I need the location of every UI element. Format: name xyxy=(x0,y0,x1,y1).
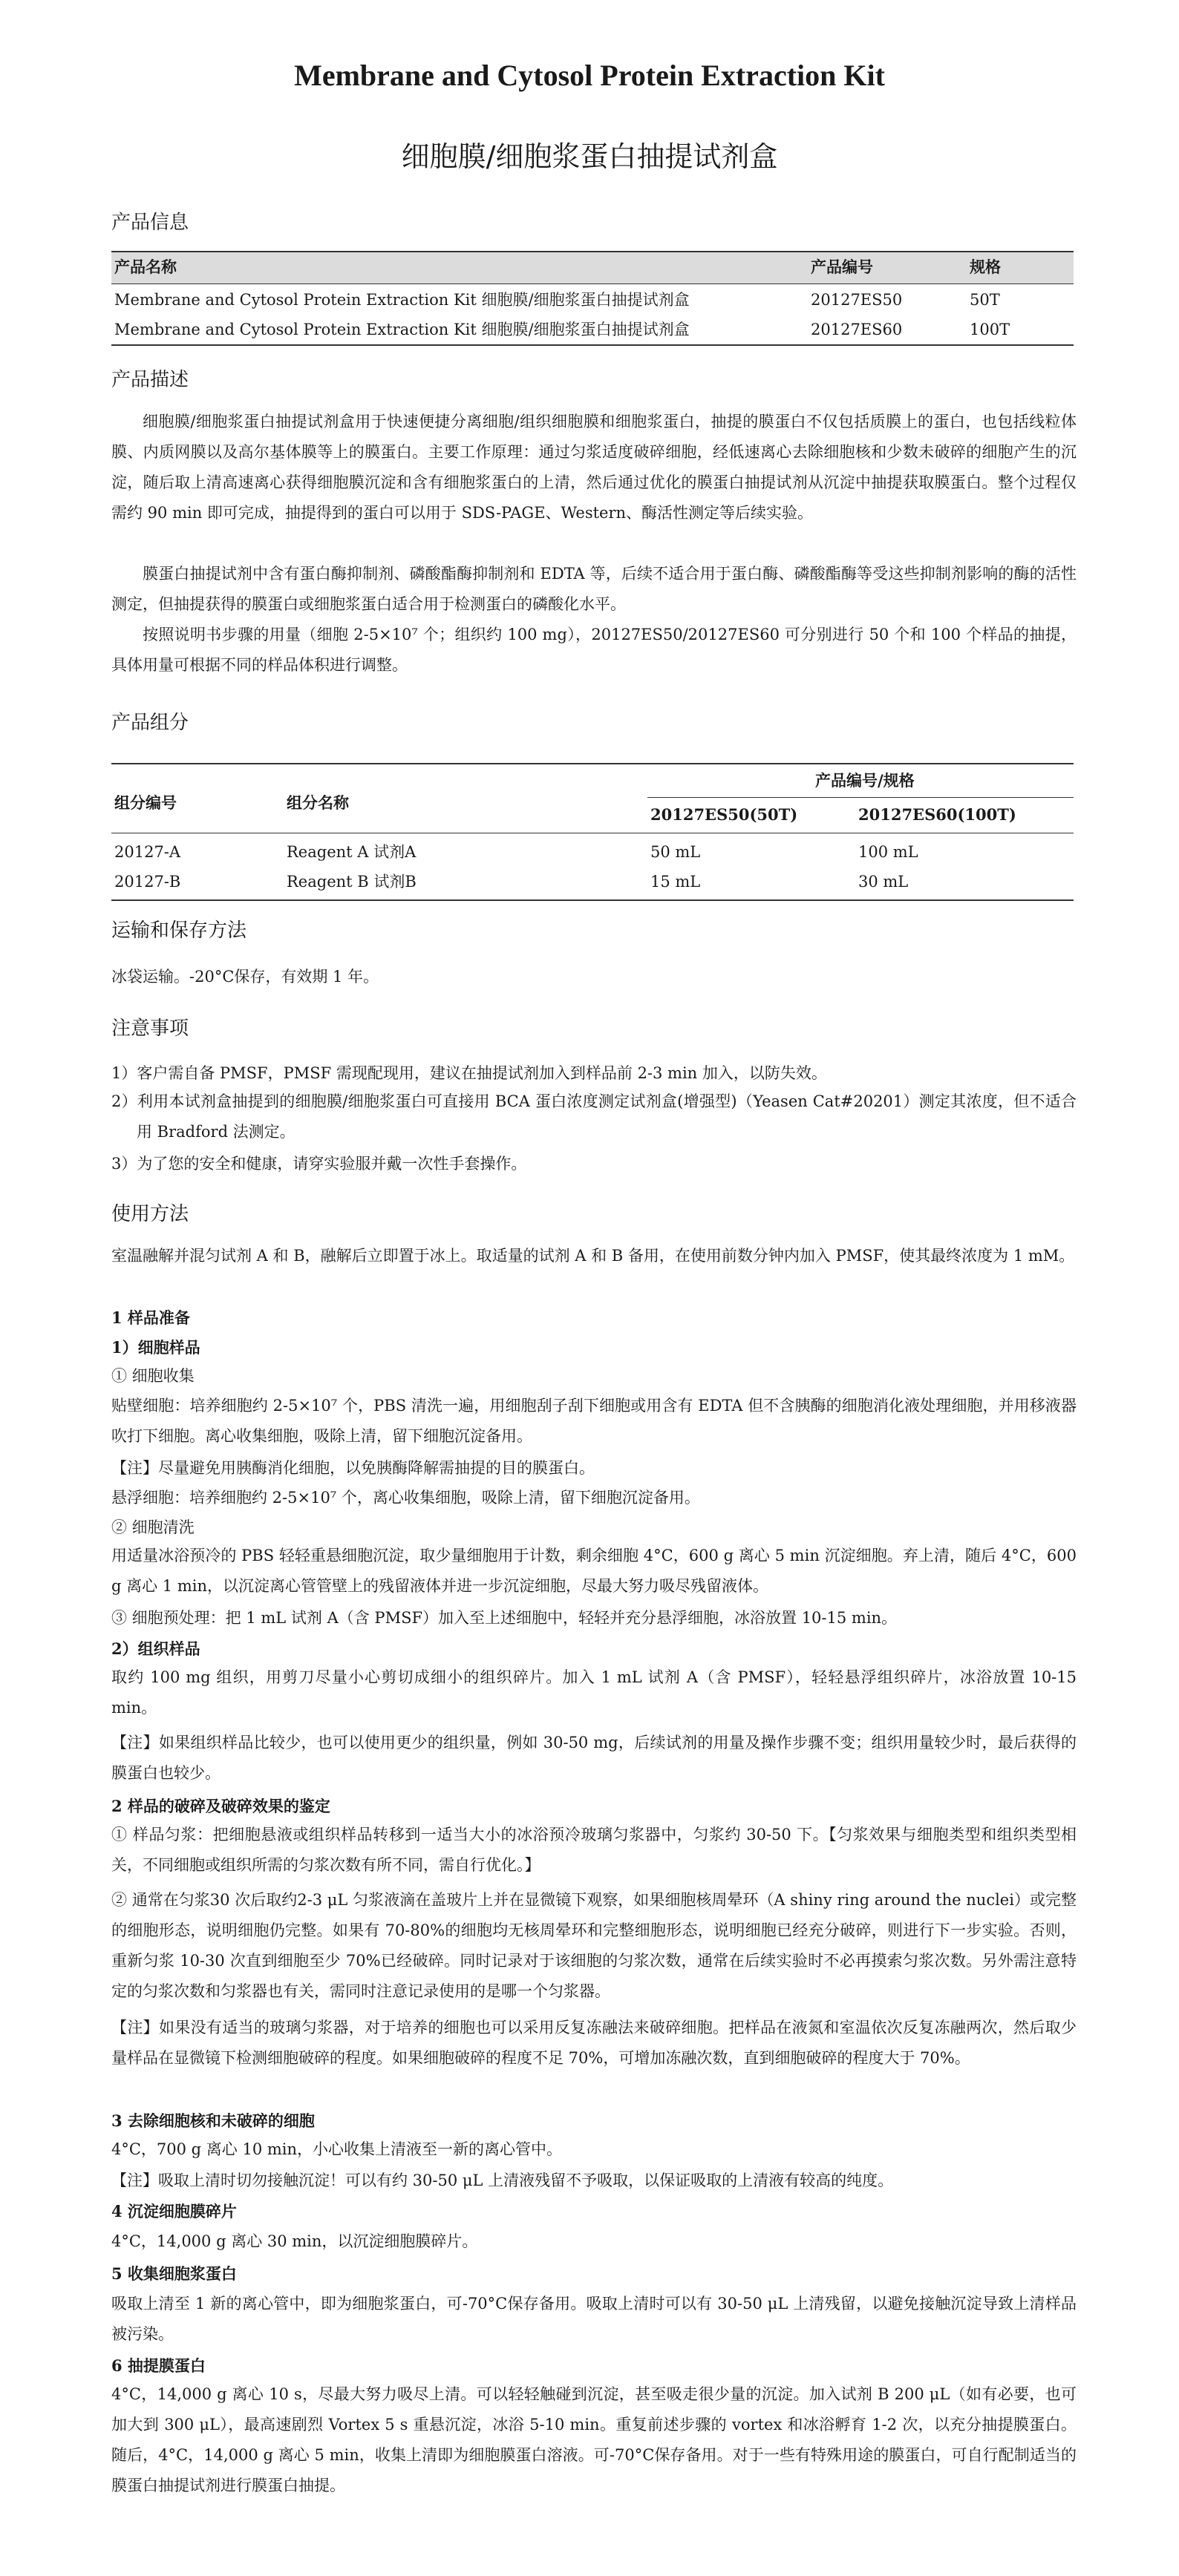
col-component-name: 组分名称 xyxy=(287,793,349,812)
description-heading: 产品描述 xyxy=(111,369,189,391)
suspension-cells-text: 悬浮细胞：培养细胞约 2-5×10⁷ 个，离心收集细胞，吸除上清，留下细胞沉淀备用。 xyxy=(111,1489,700,1507)
step-1-2-title: 2）组织样品 xyxy=(111,1639,200,1658)
table-row-1-name: Membrane and Cytosol Protein Extraction Kit 细胞膜/细胞浆蛋白抽提试剂盒 xyxy=(114,291,690,309)
note-freeze-thaw: 【注】如果没有适当的玻璃匀浆器，对于培养的细胞也可以采用反复冻融法来破碎细胞。把样品在液氮和室温依次反复冻融两次，然后取少量样品在显微镜下检测细胞破碎的程度。如果细胞破碎的程度不足 70%，可增加冻融次数，直到细胞破碎的程度大于 70%。 xyxy=(111,2019,1077,2067)
note-tissue: 【注】如果组织样品比较少，也可以使用更少的组织量，例如 30-50 mg，后续试剂的用量及操作步骤不变；组织用量较少时，最后获得的膜蛋白也较少。 xyxy=(111,1734,1077,1782)
cell-pretreat-text: ③ 细胞预处理：把 1 mL 试剂 A（含 PMSF）加入至上述细胞中，轻轻并充分悬浮细胞，冰浴放置 10-15 min。 xyxy=(111,1609,898,1627)
step-4-text: 4°C，14,000 g 离心 30 min，以沉淀细胞膜碎片。 xyxy=(111,2232,478,2250)
components-heading: 产品组分 xyxy=(111,712,189,734)
storage-text: 冰袋运输。-20°C保存，有效期 1 年。 xyxy=(111,968,379,986)
col-es60: 20127ES60(100T) xyxy=(858,805,1016,824)
note-item-3: 3）为了您的安全和健康，请穿实验服并戴一次性手套操作。 xyxy=(111,1155,527,1173)
col-component-code: 组分编号 xyxy=(114,793,177,812)
title-english: Membrane and Cytosol Protein Extraction Kit xyxy=(294,59,885,92)
homogenize-text-2: ② 通常在匀浆30 次后取约2-3 μL 匀浆液滴在盖玻片上并在显微镜下观察，如果细胞核周晕环（A shiny ring around the nuclei）或完整的细胞形态，说明细胞仍完整。如果有 70-80%的细胞均无核周晕环和完整细胞形态，说明细胞已经充分破碎，则进行下一步实验。否则，重新匀浆 10-30 次直到细胞至少 70%已经破碎。同时记录对于该细胞的匀浆次数，通常在后续实验时不必再摸索匀浆次数。另外需注意特定的匀浆次数和匀浆器也有关，需同时注意记录使用的是哪一个匀浆器。 xyxy=(111,1891,1077,2000)
table-row-1-code: 20127ES50 xyxy=(811,291,903,309)
table-row-a-es60: 100 mL xyxy=(858,843,918,861)
table-row-b-name: Reagent B 试剂B xyxy=(287,873,417,891)
description-paragraph-3: 按照说明书步骤的用量（细胞 2-5×10⁷ 个；组织约 100 mg），20127ES50/20127ES60 可分别进行 50 个和 100 个样品的抽提，具体用量可根据不同的样品体积进行调整。 xyxy=(111,626,1077,674)
note-trypsin: 【注】尽量避免用胰酶消化细胞，以免胰酶降解需抽提的目的膜蛋白。 xyxy=(111,1459,595,1477)
step-5-title: 5 收集细胞浆蛋白 xyxy=(111,2264,237,2283)
note-supernatant: 【注】吸取上清时切勿接触沉淀！可以有约 30-50 μL 上清液残留不予吸取，以保证吸取的上清液有较高的纯度。 xyxy=(111,2172,894,2189)
tissue-text: 取约 100 mg 组织，用剪刀尽量小心剪切成细小的组织碎片。加入 1 mL 试剂 A（含 PMSF），轻轻悬浮组织碎片，冰浴放置 10-15 min。 xyxy=(111,1668,1077,1717)
step-6-text: 4°C，14,000 g 离心 10 s，尽最大努力吸尽上清。可以轻轻触碰到沉淀，甚至吸走很少量的沉淀。加入试剂 B 200 μL（如有必要，也可加大到 300 μL），最高速剧烈 Vortex 5 s 重悬沉淀，冰浴 5-10 min。重复前述步骤的 vortex 和冰浴孵育 1-2 次，以充分抽提膜蛋白。随后，4°C，14,000 g 离心 5 min，收集上清即为细胞膜蛋白溶液。可-70°C保存备用。对于一些有特殊用途的膜蛋白，可自行配制适当的膜蛋白抽提试剂进行膜蛋白抽提。 xyxy=(111,2385,1077,2494)
adherent-cells-text: 贴壁细胞：培养细胞约 2-5×10⁷ 个，PBS 清洗一遍，用细胞刮子刮下细胞或用含有 EDTA 但不含胰酶的细胞消化液处理细胞，并用移液器吹打下细胞。离心收集细胞，吸除上清，留下细胞沉淀备用。 xyxy=(111,1397,1077,1445)
note-item-1: 1）客户需自备 PMSF，PMSF 需现配现用，建议在抽提试剂加入到样品前 2-3 min 加入，以防失效。 xyxy=(111,1064,827,1082)
homogenize-text-1: ① 样品匀浆：把细胞悬液或组织样品转移到一适当大小的冰浴预冷玻璃匀浆器中，匀浆约 30-50 下。【匀浆效果与细胞类型和组织类型相关，不同细胞或组织所需的匀浆次数有所不同，需自行优化。】 xyxy=(111,1826,1077,1874)
product-info-heading: 产品信息 xyxy=(111,212,189,234)
col-spec: 规格 xyxy=(970,258,1001,276)
description-paragraph-1: 细胞膜/细胞浆蛋白抽提试剂盒用于快速便捷分离细胞/组织细胞膜和细胞浆蛋白，抽提的膜蛋白不仅包括质膜上的蛋白，也包括线粒体膜、内质网膜以及高尔基体膜等上的膜蛋白。主要工作原理：通过匀浆适度破碎细胞，经低速离心去除细胞核和少数未破碎的细胞产生的沉淀，随后取上清高速离心获得细胞膜沉淀和含有细胞浆蛋白的上清，然后通过优化的膜蛋白抽提试剂从沉淀中抽提获取膜蛋白。整个过程仅需约 90 min 即可完成，抽提得到的蛋白可以用于 SDS-PAGE、Western、酶活性测定等后续实验。 xyxy=(111,413,1077,522)
table-row-1-spec: 50T xyxy=(970,291,1000,309)
notes-heading: 注意事项 xyxy=(111,1017,189,1040)
step-1-1b-title: ② 细胞清洗 xyxy=(111,1518,195,1536)
table-row-b-es50: 15 mL xyxy=(650,873,701,891)
col-product-name: 产品名称 xyxy=(114,258,177,276)
table-row-a-es50: 50 mL xyxy=(650,843,701,861)
table-row-b-code: 20127-B xyxy=(114,873,181,891)
table-row-2-name: Membrane and Cytosol Protein Extraction Kit 细胞膜/细胞浆蛋白抽提试剂盒 xyxy=(114,321,690,338)
table-row-2-code: 20127ES60 xyxy=(811,321,903,338)
table-row-b-es60: 30 mL xyxy=(858,873,909,891)
step-1-title: 1 样品准备 xyxy=(111,1308,190,1327)
table-row-a-name: Reagent A 试剂A xyxy=(287,843,417,861)
storage-heading: 运输和保存方法 xyxy=(111,920,247,942)
cell-wash-text: 用适量冰浴预冷的 PBS 轻轻重悬细胞沉淀，取少量细胞用于计数，剩余细胞 4°C，600 g 离心 5 min 沉淀细胞。弃上清，随后 4°C，600 g 离心 1 min，以沉淀离心管管壁上的残留液体并进一步沉淀细胞，尽最大努力吸尽残留液体。 xyxy=(111,1547,1077,1595)
step-1-1a-title: ① 细胞收集 xyxy=(111,1367,195,1385)
step-4-title: 4 沉淀细胞膜碎片 xyxy=(111,2202,237,2221)
step-3-text: 4°C，700 g 离心 10 min，小心收集上清液至一新的离心管中。 xyxy=(111,2140,563,2158)
table-row-a-code: 20127-A xyxy=(114,843,181,861)
col-es50: 20127ES50(50T) xyxy=(650,805,798,824)
step-6-title: 6 抽提膜蛋白 xyxy=(111,2356,206,2375)
step-5-text: 吸取上清至 1 新的离心管中，即为细胞浆蛋白，可-70°C保存备用。吸取上清时可以有 30-50 μL 上清残留，以避免接触沉淀导致上清样品被污染。 xyxy=(111,2295,1077,2343)
col-group-header: 产品编号/规格 xyxy=(815,771,915,790)
usage-heading: 使用方法 xyxy=(111,1203,189,1225)
usage-intro: 室温融解并混匀试剂 A 和 B，融解后立即置于冰上。取适量的试剂 A 和 B 备用，在使用前数分钟内加入 PMSF，使其最终浓度为 1 mM。 xyxy=(111,1247,1075,1265)
step-2-title: 2 样品的破碎及破碎效果的鉴定 xyxy=(111,1797,330,1815)
title-chinese: 细胞膜/细胞浆蛋白抽提试剂盒 xyxy=(401,140,778,173)
step-1-1-title: 1）细胞样品 xyxy=(111,1338,200,1357)
step-3-title: 3 去除细胞核和未破碎的细胞 xyxy=(111,2111,315,2130)
table-row-2-spec: 100T xyxy=(970,321,1010,338)
col-product-code: 产品编号 xyxy=(811,258,873,276)
components-table xyxy=(111,763,1074,911)
product-info-table xyxy=(111,251,1074,355)
note-item-2: 2）利用本试剂盒抽提到的细胞膜/细胞浆蛋白可直接用 BCA 蛋白浓度测定试剂盒(增强型)（Yeasen Cat#20201）测定其浓度，但不适合用 Bradford 法测定。 xyxy=(111,1092,1077,1141)
description-paragraph-2: 膜蛋白抽提试剂中含有蛋白酶抑制剂、磷酸酯酶抑制剂和 EDTA 等，后续不适合用于蛋白酶、磷酸酯酶等受这些抑制剂影响的酶的活性测定，但抽提获得的膜蛋白或细胞浆蛋白适合用于检测蛋白的磷酸化水平。 xyxy=(111,565,1077,613)
